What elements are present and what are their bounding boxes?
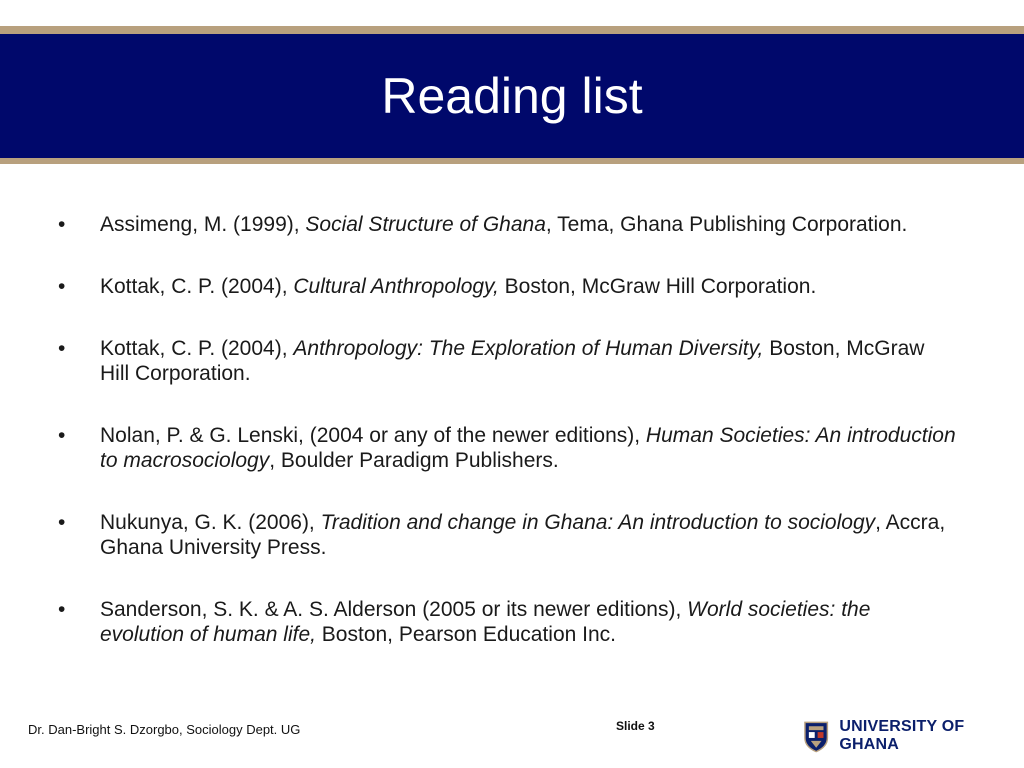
list-item — [56, 336, 956, 386]
university-logo — [803, 718, 1024, 754]
reference-title: Tradition and change in Ghana: An introduction to sociology — [320, 511, 876, 534]
reference-text: , Accra, Ghana University Press. — [100, 511, 946, 559]
reference-title: Social Structure of Ghana — [305, 213, 546, 236]
list-item — [56, 212, 956, 237]
reference-text: , Tema, Ghana Publishing Corporation. — [545, 213, 908, 236]
reference-title: Cultural Anthropology, — [293, 275, 499, 298]
slide-number: Slide 3 — [616, 719, 655, 733]
bullet-icon: • — [58, 337, 66, 360]
reference-text: Nukunya, G. K. (2006), — [100, 511, 321, 534]
reference-text: Boston, McGraw Hill Corporation. — [100, 337, 925, 385]
header-bottom-gold-stripe — [0, 158, 1024, 164]
reference-text: Assimeng, M. (1999), — [100, 213, 306, 236]
list-item — [56, 274, 956, 299]
bullet-icon: • — [58, 275, 66, 298]
bullet-icon: • — [58, 511, 66, 534]
reference-title: Human Societies: An introduction to macrosociology — [100, 424, 956, 472]
list-item — [56, 597, 956, 647]
reading-list — [56, 212, 956, 684]
reference-text: Boston, McGraw Hill Corporation. — [498, 275, 817, 298]
reference-text: Kottak, C. P. (2004), — [100, 275, 294, 298]
bullet-icon: • — [58, 598, 66, 621]
footer-author: Dr. Dan-Bright S. Dzorgbo, Sociology Dept. UG — [28, 722, 301, 737]
university-crest-icon — [803, 719, 829, 753]
list-item — [56, 423, 956, 473]
bullet-icon: • — [58, 424, 66, 447]
reference-title: World societies: the evolution of human life, — [100, 598, 871, 646]
reference-text: Boston, Pearson Education Inc. — [315, 623, 616, 646]
reference-text: Nolan, P. & G. Lenski, (2004 or any of the newer editions), — [100, 424, 646, 447]
list-item — [56, 510, 956, 560]
reference-title: Anthropology: The Exploration of Human Diversity, — [293, 337, 764, 360]
reference-text: Sanderson, S. K. & A. S. Alderson (2005 or its newer editions), — [100, 598, 688, 621]
header-top-gold-stripe — [0, 26, 1024, 34]
reference-text: , Boulder Paradigm Publishers. — [269, 449, 559, 472]
reference-text: Kottak, C. P. (2004), — [100, 337, 294, 360]
bullet-icon: • — [58, 213, 66, 236]
slide-title: Reading list — [381, 68, 643, 124]
logo-wordmark: UNIVERSITY OF GHANA — [839, 718, 965, 753]
